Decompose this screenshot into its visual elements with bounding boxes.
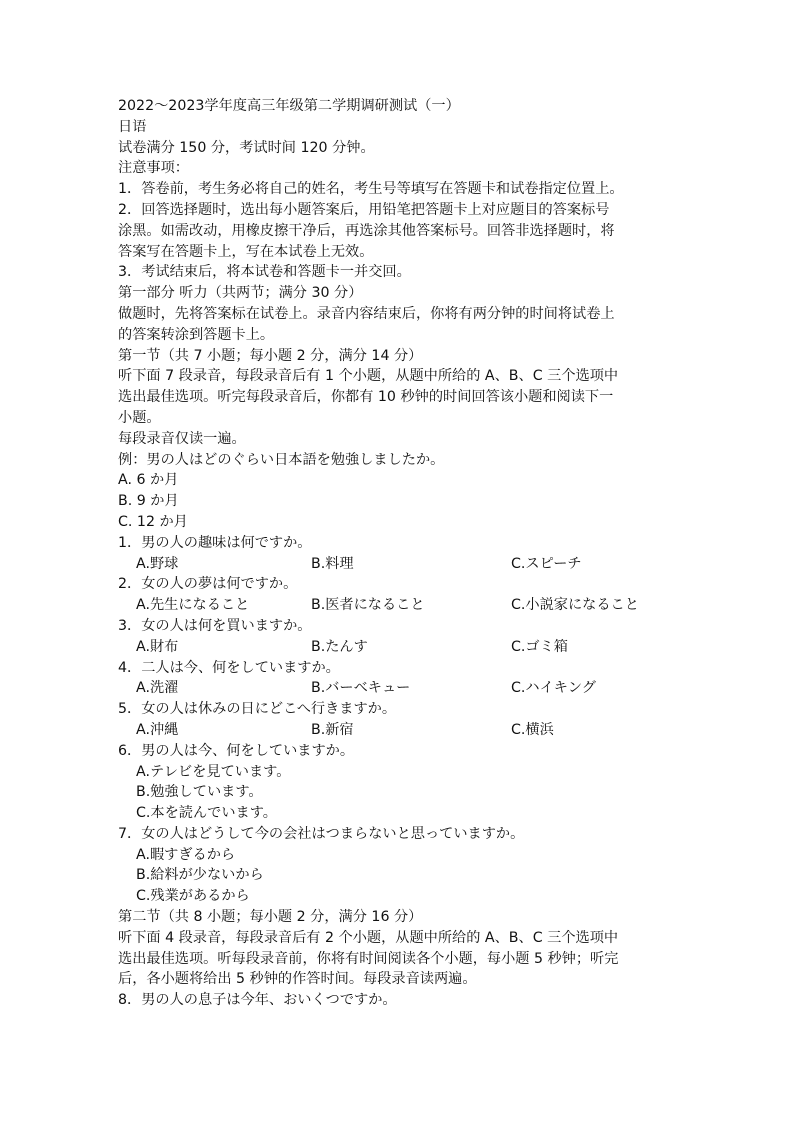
exam-title: 2022～2023学年度高三年级第二学期调研测试（一） [118, 98, 460, 114]
question-5-options [118, 720, 688, 741]
note-line: 答案写在答题卡上，写在本试卷上无效。 [118, 243, 374, 260]
option-b: B.医者になること [311, 597, 425, 614]
note-line: 1．答卷前，考生务必将自己的姓名，考生号等填写在答题卡和试卷指定位置上。 [118, 181, 624, 198]
question-3-options [118, 637, 688, 658]
option-c: C.スピーチ [511, 555, 582, 572]
question-7: 7．女の人はどうして今の会社はつまらないと思っていますか。 [118, 825, 525, 842]
option-c: C.ゴミ箱 [511, 638, 568, 655]
section1-instruction: 小题。 [118, 409, 161, 426]
question-1: 1．男の人の趣味は何ですか。 [118, 534, 312, 551]
option-b: B.料理 [311, 555, 354, 572]
section2-heading: 第二节（共 8 小题；每小题 2 分，满分 16 分） [118, 909, 423, 926]
note-line: 2．回答选择题时，选出每小题答案后，用铅笔把答题卡上对应题目的答案标号 [118, 201, 610, 218]
exam-info: 试卷满分 150 分，考试时间 120 分钟。 [118, 139, 375, 156]
part1-instruction: 做题时，先将答案标在试卷上。录音内容结束后，你将有两分钟的时间将试卷上 [118, 305, 615, 322]
option-c: C.横浜 [511, 721, 554, 738]
example-option: B. 9 か月 [118, 493, 179, 510]
part1-heading: 第一部分 听力（共两节；满分 30 分） [118, 285, 363, 302]
question-2: 2．女の人の夢は何ですか。 [118, 576, 298, 593]
section1-heading: 第一节（共 7 小题；每小题 2 分，满分 14 分） [118, 347, 423, 364]
question-8: 8．男の人の息子は今年、おいくつですか。 [118, 992, 397, 1009]
question-4: 4．二人は今、何をしていますか。 [118, 659, 340, 676]
section1-instruction: 听下面 7 段录音，每段录音后有 1 个小题，从题中所给的 A、B、C 三个选项中 [118, 368, 619, 385]
option-a: A.野球 [136, 555, 179, 572]
question-6: 6．男の人は今、何をしていますか。 [118, 742, 355, 759]
option-a: A.テレビを見ています。 [136, 763, 291, 780]
option-c: C.ハイキング [511, 680, 596, 697]
option-a: A.沖縄 [136, 721, 179, 738]
note-line: 涂黑。如需改动，用橡皮擦干净后，再选涂其他答案标号。回答非选择题时，将 [118, 222, 615, 239]
option-b: B.新宿 [311, 721, 354, 738]
part1-instruction: 的答案转涂到答题卡上。 [118, 326, 275, 343]
question-1-options [118, 554, 688, 575]
exam-page [118, 96, 688, 1011]
question-5: 5．女の人は休みの日にどこへ行きますか。 [118, 701, 397, 718]
section1-instruction: 每段录音仅读一遍。 [118, 430, 246, 447]
question-2-options [118, 595, 688, 616]
example-option: C. 12 か月 [118, 513, 188, 530]
section1-instruction: 选出最佳选项。听完每段录音后，你都有 10 秒钟的时间回答该小题和阅读下一 [118, 389, 614, 406]
section2-instruction: 后，各小题将给出 5 秒钟的作答时间。每段录音读两遍。 [118, 971, 477, 988]
option-c: C.小説家になること [511, 597, 639, 614]
option-c: C.本を読んでいます。 [136, 805, 277, 822]
option-b: B.勉強しています。 [136, 784, 263, 801]
option-b: B.給料が少ないから [136, 867, 264, 884]
option-c: C.残業があるから [136, 888, 250, 905]
section2-instruction: 选出最佳选项。听每段录音前，你将有时间阅读各个小题，每小题 5 秒钟；听完 [118, 950, 619, 967]
question-3: 3．女の人は何を買いますか。 [118, 617, 312, 634]
section2-instruction: 听下面 4 段录音，每段录音后有 2 个小题，从题中所给的 A、B、C 三个选项中 [118, 929, 619, 946]
option-a: A.洗濯 [136, 680, 179, 697]
option-a: A.財布 [136, 638, 179, 655]
option-a: A.先生になること [136, 597, 250, 614]
example-question: 例：男の人はどのぐらい日本語を勉強しましたか。 [118, 451, 445, 468]
option-b: B.たんす [311, 638, 368, 655]
exam-subject: 日语 [118, 118, 147, 135]
example-option: A. 6 か月 [118, 472, 179, 489]
note-line: 3．考试结束后，将本试卷和答题卡一并交回。 [118, 264, 411, 281]
option-a: A.暇すぎるから [136, 846, 236, 863]
notes-heading: 注意事项： [118, 160, 189, 177]
question-4-options [118, 678, 688, 699]
option-b: B.バーベキュー [311, 680, 411, 697]
